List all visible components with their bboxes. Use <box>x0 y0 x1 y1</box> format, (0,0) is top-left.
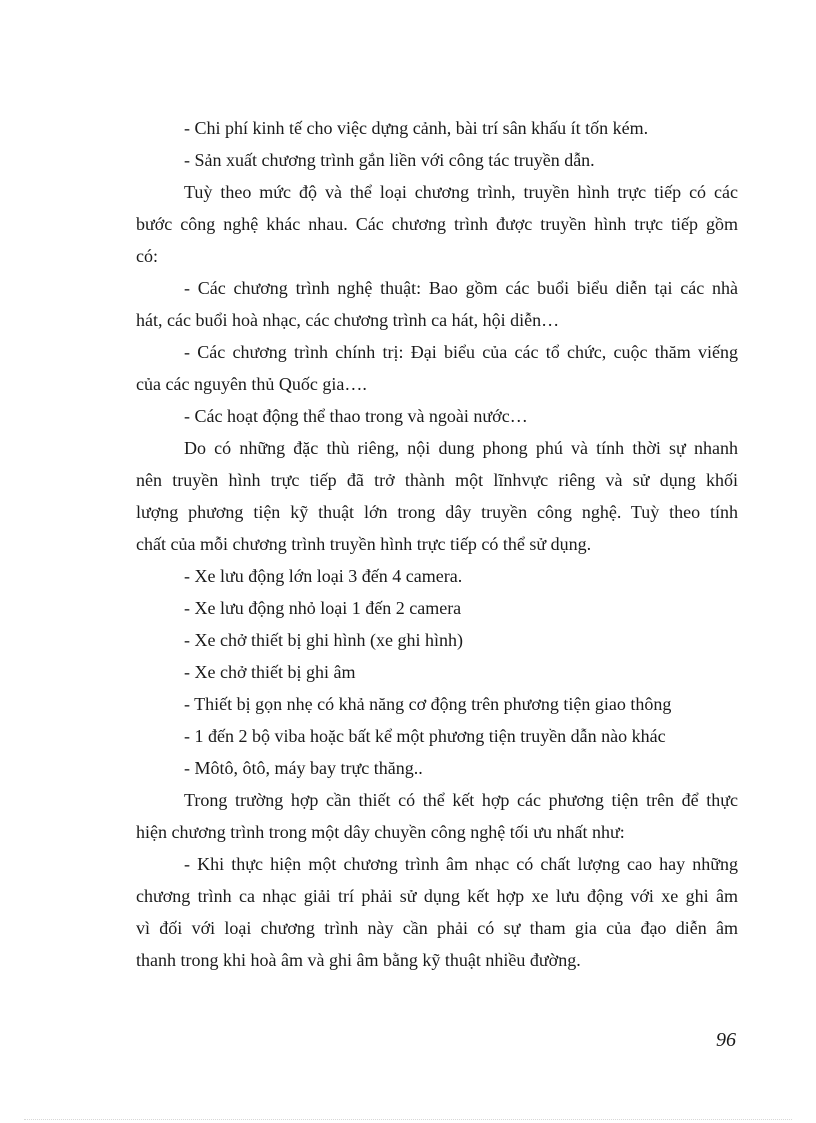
text-line: - Xe lưu động nhỏ loại 1 đến 2 camera <box>184 598 462 618</box>
text-line: - Các chương trình nghệ thuật: Bao gồm các buổi biểu diễn tại các nhà <box>184 278 738 298</box>
text-line: của các nguyên thủ Quốc gia…. <box>136 374 367 394</box>
text-line: - Xe lưu động lớn loại 3 đến 4 camera. <box>184 566 463 586</box>
text-line: - Các chương trình chính trị: Đại biểu của các tổ chức, cuộc thăm viếng <box>184 342 738 362</box>
text-line: - Xe chở thiết bị ghi hình (xe ghi hình) <box>184 630 463 650</box>
text-line: - Xe chở thiết bị ghi âm <box>184 662 356 682</box>
text-line: hiện chương trình trong một dây chuyền công nghệ tối ưu nhất như: <box>136 822 625 842</box>
text-line: Do có những đặc thù riêng, nội dung phong phú và tính thời sự nhanh <box>184 438 738 458</box>
footer-divider <box>24 1119 792 1120</box>
text-line: chương trình ca nhạc giải trí phải sử dụng kết hợp xe lưu động với xe ghi âm <box>136 886 738 906</box>
text-line: thanh trong khi hoà âm và ghi âm bằng kỹ thuật nhiều đường. <box>136 950 581 970</box>
text-line: nên truyền hình trực tiếp đã trở thành một lĩnhvực riêng và sử dụng khối <box>136 470 738 490</box>
text-line: - Sản xuất chương trình gắn liền với công tác truyền dẫn. <box>184 150 595 170</box>
text-line: vì đối với loại chương trình này cần phải có sự tham gia của đạo diễn âm <box>136 918 738 938</box>
text-line: - Các hoạt động thể thao trong và ngoài nước… <box>184 406 528 426</box>
text-line: - 1 đến 2 bộ viba hoặc bất kể một phương tiện truyền dẫn nào khác <box>184 726 666 746</box>
text-line: lượng phương tiện kỹ thuật lớn trong dây truyền công nghệ. Tuỳ theo tính <box>136 502 738 522</box>
text-line: - Thiết bị gọn nhẹ có khả năng cơ động trên phương tiện giao thông <box>184 694 672 714</box>
text-line: - Môtô, ôtô, máy bay trực thăng.. <box>184 758 423 778</box>
text-line: bước công nghệ khác nhau. Các chương trình được truyền hình trực tiếp gồm <box>136 214 738 234</box>
body-text <box>136 112 738 976</box>
text-line: chất của mỗi chương trình truyền hình trực tiếp có thể sử dụng. <box>136 534 592 554</box>
text-line: - Chi phí kinh tế cho việc dựng cảnh, bài trí sân khấu ít tốn kém. <box>184 118 649 138</box>
text-line: hát, các buổi hoà nhạc, các chương trình ca hát, hội diễn… <box>136 310 560 330</box>
text-line: có: <box>136 246 158 266</box>
page-number: 96 <box>716 1029 736 1051</box>
text-line: Tuỳ theo mức độ và thể loại chương trình, truyền hình trực tiếp có các <box>184 182 738 202</box>
text-line: Trong trường hợp cần thiết có thể kết hợp các phương tiện trên để thực <box>184 790 738 810</box>
text-line: - Khi thực hiện một chương trình âm nhạc có chất lượng cao hay những <box>184 854 738 874</box>
